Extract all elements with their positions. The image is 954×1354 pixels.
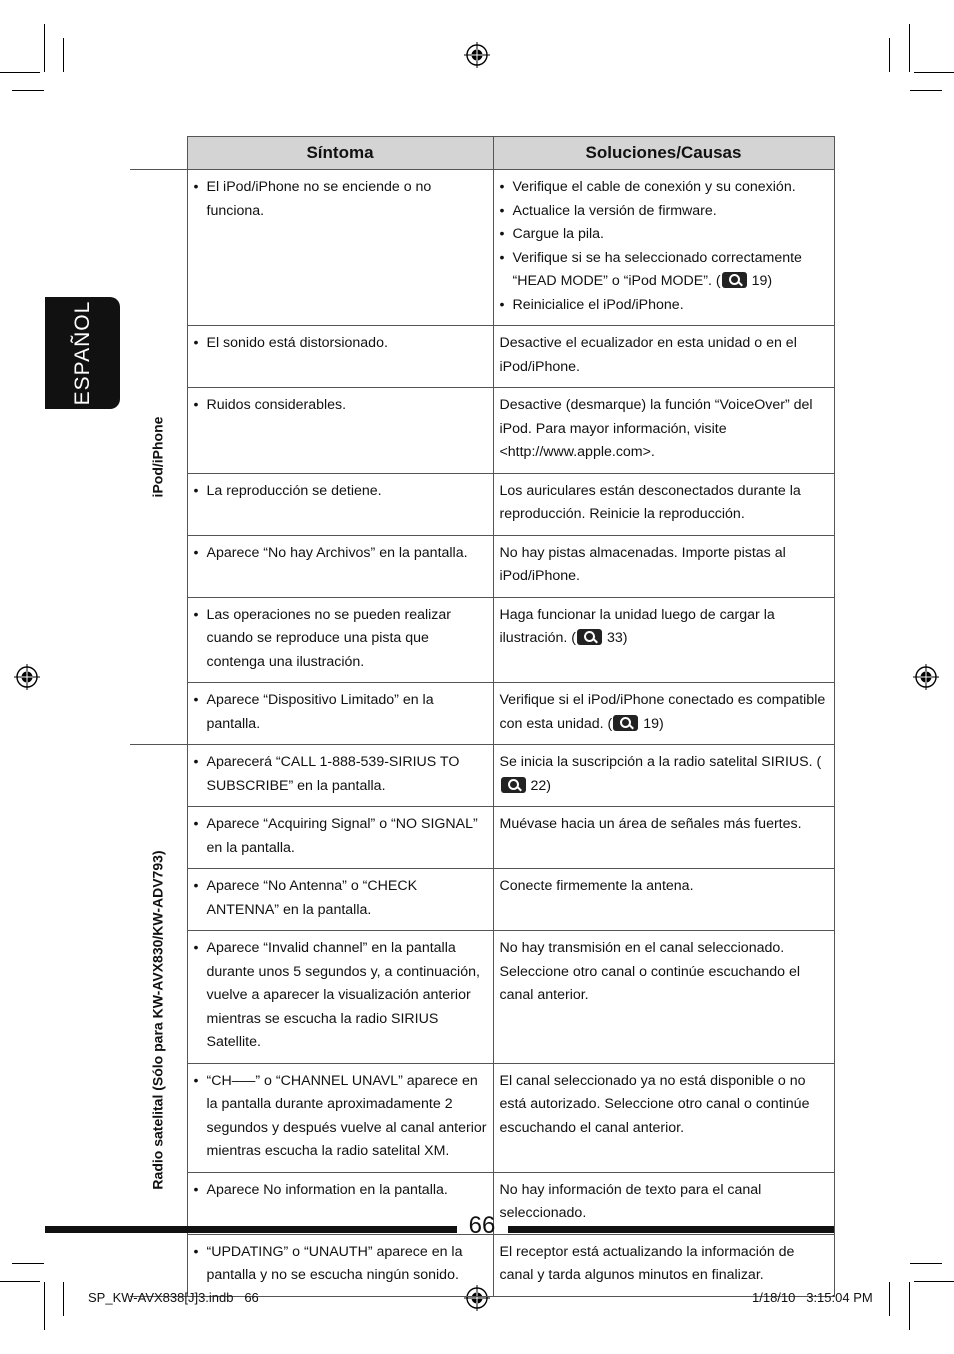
crop-mark (909, 1282, 910, 1330)
table-row (130, 1234, 834, 1296)
reference-page: 22) (530, 777, 551, 794)
table-row (130, 931, 834, 1064)
symptom-text: • El sonido está distorsionado. (207, 332, 487, 356)
solution-cell (493, 745, 834, 807)
crop-mark (914, 72, 954, 73)
reference-page: 33) (606, 630, 628, 646)
category-label: iPod/iPhone (149, 416, 166, 498)
solution-text: Se inicia la suscripción a la radio satelital SIRIUS. ( (499, 754, 822, 770)
crop-mark (889, 1282, 890, 1316)
symptom-cell (187, 535, 493, 597)
registration-mark-icon (464, 42, 490, 68)
crop-mark (889, 38, 890, 72)
solution-cell: Desactive (desmarque) la función “VoiceOver” del iPod. Para mayor información, visite <http://www.apple.com>. (493, 388, 834, 474)
magnifier-reference-icon (722, 272, 747, 288)
symptom-text: • Las operaciones no se pueden realizar cuando se reproduce una pista que contenga una ilustración. (207, 604, 487, 675)
symptom-text: • Aparece “No Antenna” o “CHECK ANTENNA” en la pantalla. (207, 875, 487, 922)
symptom-text: • El iPod/iPhone no se enciende o no funciona. (207, 176, 487, 223)
language-tab-label: ESPAÑOL (70, 300, 94, 406)
symptom-cell (187, 1063, 493, 1172)
solution-text: Verifique si el iPod/iPhone conectado es compatible con esta unidad. ( (499, 692, 826, 732)
crop-mark (0, 1281, 40, 1282)
crop-mark (0, 72, 40, 73)
table-row (130, 1063, 834, 1172)
solution-text: Verifique si se ha seleccionado correctamente “HEAD MODE” o “iPod MODE”. ( (512, 249, 802, 289)
solution-cell: No hay pistas almacenadas. Importe pistas al iPod/iPhone. (493, 535, 834, 597)
crop-mark (914, 1281, 954, 1282)
page-number: 66 (468, 1212, 496, 1239)
table-row (130, 170, 834, 326)
reference-page: 19) (751, 273, 773, 289)
category-cell-satellite-radio (130, 745, 187, 1297)
symptom-text: • Aparecerá “CALL 1-888-539-SIRIUS TO SUBSCRIBE” en la pantalla. (207, 751, 487, 798)
symptom-cell (187, 170, 493, 326)
symptom-text: • La reproducción se detiene. (207, 480, 487, 504)
symptom-text: • Aparece No information en la pantalla. (207, 1179, 487, 1203)
solution-cell: El canal seleccionado ya no está disponible o no está autorizado. Seleccione otro canal o continúe escuchando el canal anterior. (493, 1063, 834, 1172)
symptom-text: • “UPDATING” o “UNAUTH” aparece en la pantalla y no se escucha ningún sonido. (207, 1241, 487, 1288)
table-row (130, 326, 834, 388)
magnifier-reference-icon (577, 629, 602, 645)
magnifier-reference-icon (613, 715, 638, 731)
reference-page: 19) (643, 715, 664, 732)
symptom-cell (187, 745, 493, 807)
symptom-cell (187, 869, 493, 931)
crop-mark (910, 1263, 942, 1264)
solution-cell: Conecte firmemente la antena. (493, 869, 834, 931)
table-row (130, 535, 834, 597)
symptom-cell (187, 597, 493, 683)
page-bar-right (508, 1226, 834, 1233)
crop-mark (63, 1282, 64, 1316)
table-row (130, 745, 834, 807)
table-row (130, 869, 834, 931)
solution-cell: El receptor está actualizando la información de canal y tarda algunos minutos en finalizar. (493, 1234, 834, 1296)
registration-mark-icon (14, 664, 40, 690)
solution-item: • Cargue la pila. (513, 223, 828, 247)
language-tab (45, 297, 120, 409)
solution-cell (493, 170, 834, 326)
symptom-cell (187, 326, 493, 388)
registration-mark-icon (913, 664, 939, 690)
table-row (130, 683, 834, 745)
crop-mark (63, 38, 64, 72)
symptom-cell (187, 931, 493, 1064)
solution-cell: Desactive el ecualizador en esta unidad o en el iPod/iPhone. (493, 326, 834, 388)
symptom-cell (187, 683, 493, 745)
solution-item (513, 247, 828, 294)
crop-mark (44, 24, 45, 72)
header-blank-cell (130, 137, 187, 170)
symptom-cell (187, 807, 493, 869)
symptom-cell (187, 1234, 493, 1296)
category-label: Radio satelital (Sólo para KW-AVX830/KW-ADV793) (149, 850, 166, 1190)
crop-mark (12, 90, 44, 91)
crop-mark (909, 24, 910, 72)
magnifier-reference-icon (501, 777, 526, 793)
crop-mark (910, 90, 942, 91)
category-cell-ipod (130, 170, 187, 745)
footer-file-info: SP_KW-AVX838[J]3.indb 66 (88, 1290, 259, 1305)
table-header-row (130, 137, 834, 170)
symptom-cell (187, 473, 493, 535)
solution-cell: Los auriculares están desconectados durante la reproducción. Reinicie la reproducción. (493, 473, 834, 535)
table-row (130, 388, 834, 474)
solution-cell (493, 683, 834, 745)
symptom-cell (187, 1172, 493, 1234)
symptom-text: • Aparece “Acquiring Signal” o “NO SIGNAL” en la pantalla. (207, 813, 487, 860)
symptom-text: • Aparece “Dispositivo Limitado” en la pantalla. (207, 689, 487, 736)
solution-cell: Muévase hacia un área de señales más fuertes. (493, 807, 834, 869)
crop-mark (12, 1263, 44, 1264)
solution-cell: No hay transmisión en el canal seleccionado. Seleccione otro canal o continúe escuchando el canal anterior. (493, 931, 834, 1064)
table-row (130, 807, 834, 869)
solution-text: Haga funcionar la unidad luego de cargar la ilustración. ( (499, 606, 775, 646)
crop-mark (44, 1282, 45, 1330)
solution-cell: No hay información de texto para el canal seleccionado. (493, 1172, 834, 1234)
symptom-text: • Aparece “No hay Archivos” en la pantalla. (207, 542, 487, 566)
solution-item: • Verifique el cable de conexión y su conexión. (513, 176, 828, 200)
symptom-cell (187, 388, 493, 474)
page-bar-left (45, 1226, 457, 1233)
symptom-text: • Ruidos considerables. (207, 394, 487, 418)
table-row (130, 473, 834, 535)
solution-cell (493, 597, 834, 683)
symptom-text: • “CH–––” o “CHANNEL UNAVL” aparece en la pantalla durante aproximadamente 2 segundos y después vuelve al canal anterior mientras escucha la radio satelital XM. (207, 1070, 487, 1164)
solution-item: • Actualice la versión de firmware. (513, 200, 828, 224)
header-solution: Soluciones/Causas (493, 137, 834, 170)
table-row (130, 597, 834, 683)
symptom-text: • Aparece “Invalid channel” en la pantalla durante unos 5 segundos y, a continuación, vuelve a aparecer la visualización anterior mientras se escucha la radio SIRIUS Satellite. (207, 937, 487, 1055)
troubleshooting-table (130, 136, 835, 1297)
solution-item: • Reinicialice el iPod/iPhone. (513, 294, 828, 318)
footer-timestamp: 1/18/10 3:15:04 PM (752, 1290, 873, 1305)
header-symptom: Síntoma (187, 137, 493, 170)
